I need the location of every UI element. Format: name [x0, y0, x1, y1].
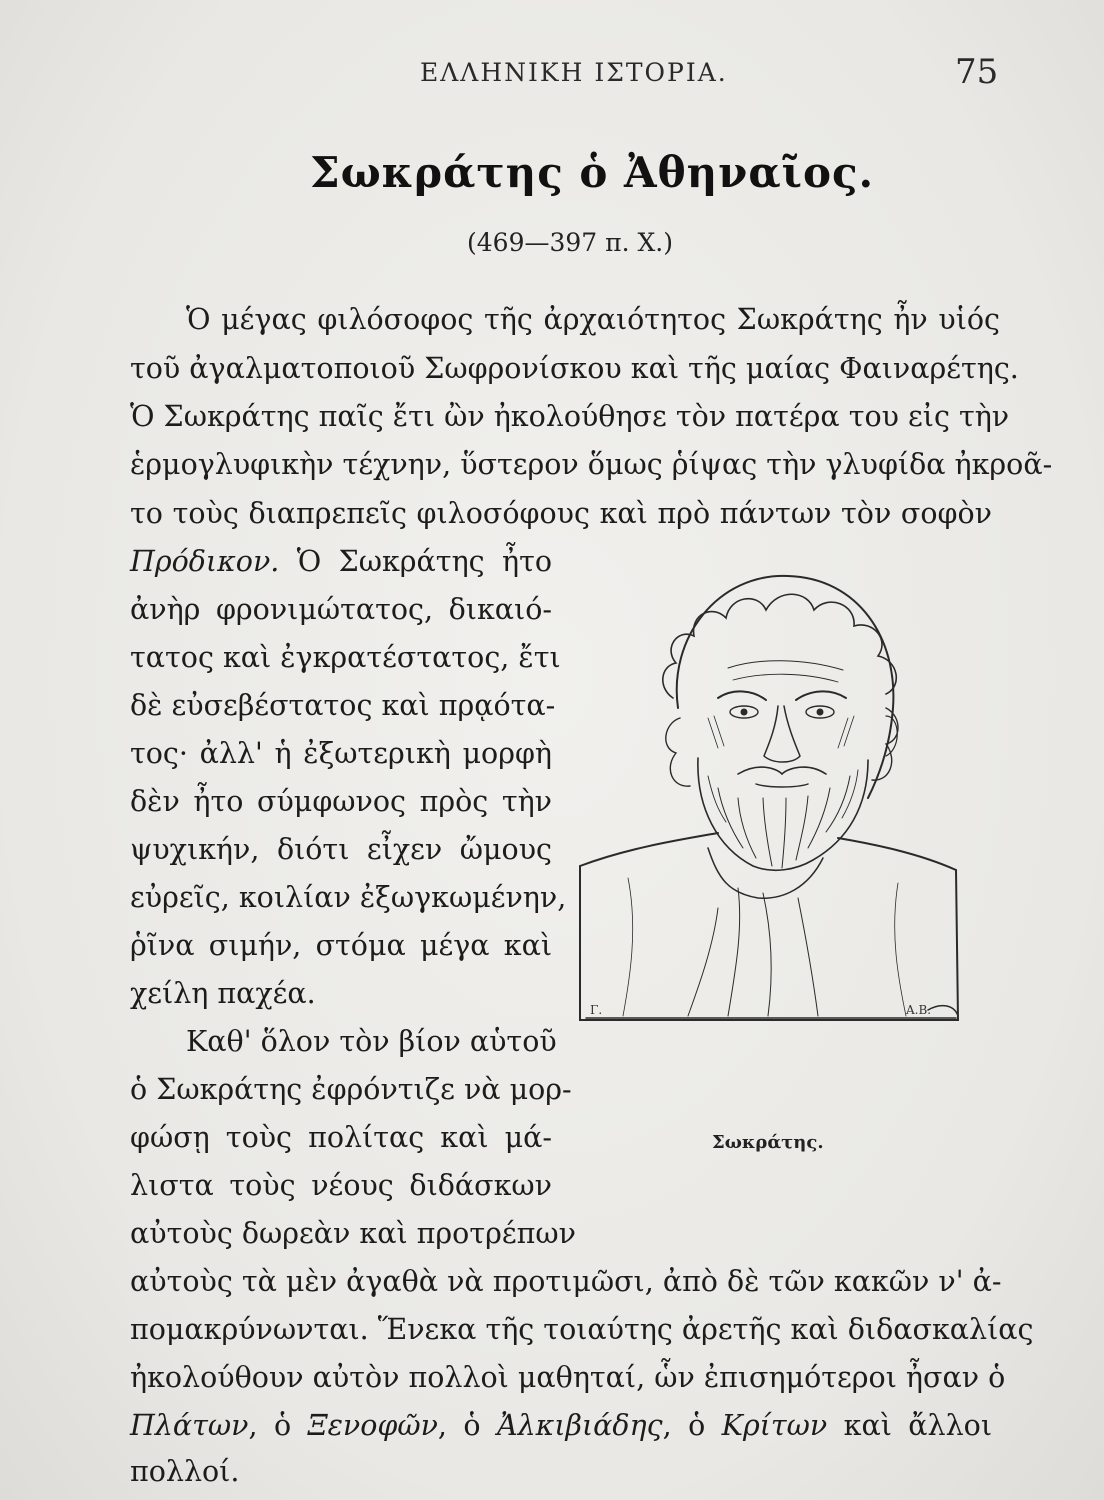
socrates-bust-engraving — [568, 548, 968, 1028]
name-crito: Κρίτων — [721, 1409, 828, 1442]
text-line: αὐτοὺς δωρεὰν καὶ προτρέπων — [130, 1217, 576, 1250]
text-line: εὐρεῖς, κοιλίαν ἐξωγκωμένην, — [130, 881, 567, 914]
text-line: ψυχικήν, διότι εἶχεν ὤμους — [130, 833, 552, 866]
text-line: Καθ' ὅλον τὸν βίον αὑτοῦ — [186, 1025, 557, 1058]
text-line: δὲν ἦτο σύμφωνος πρὸς τὴν — [130, 785, 552, 818]
text-fragment: καὶ ἄλλοι — [827, 1409, 992, 1442]
text-line: πομακρύνωνται. Ἕνεκα τῆς τοιαύτης ἀρετῆς καὶ διδασκαλίας — [130, 1313, 1034, 1346]
text-fragment: Ὁ Σωκράτης ἦτο — [279, 545, 552, 578]
name-xenophon: Ξενοφῶν — [307, 1409, 438, 1442]
name-prodicus: Πρόδικον. — [130, 545, 280, 578]
text-line: ἑρμογλυφικὴν τέχνην, ὕστερον ὅμως ῥίψας τὴν γλυφίδα ἠκροᾶ- — [130, 448, 1053, 481]
page-number: 75 — [955, 52, 999, 92]
text-fragment: , ὁ — [437, 1409, 497, 1442]
text-line: τος· ἀλλ' ἡ ἐξωτερικὴ μορφὴ — [130, 737, 552, 770]
text-line: χείλη παχέα. — [130, 977, 316, 1010]
text-line: ῥῖνα σιμήν, στόμα μέγα καὶ — [130, 929, 552, 962]
name-alcibiades: Ἀλκιβιάδης — [496, 1409, 663, 1442]
text-line: φώσῃ τοὺς πολίτας καὶ μά- — [130, 1121, 552, 1154]
text-fragment: , ὁ — [662, 1409, 722, 1442]
engraver-mark-left: Γ. — [590, 1003, 603, 1017]
text-line: Ὁ Σωκράτης παῖς ἔτι ὢν ἠκολούθησε τὸν πατέρα του εἰς τὴν — [130, 400, 1010, 433]
figure-caption: Σωκράτης. — [712, 1132, 824, 1153]
text-line: λιστα τοὺς νέους διδάσκων — [130, 1169, 552, 1202]
running-title: ΕΛΛΗΝΙΚΗ ΙΣΤΟΡΙΑ. — [420, 58, 728, 87]
chapter-title: Σωκράτης ὁ Ἀθηναῖος. — [310, 148, 875, 197]
text-line — [130, 545, 552, 578]
text-line: ἀνὴρ φρονιμώτατος, δικαιό- — [130, 593, 552, 626]
text-line: δὲ εὐσεβέστατος καὶ πρᾳότα- — [130, 689, 556, 722]
engraver-mark-right: Α.Β. — [906, 1003, 932, 1017]
text-line: ἠκολούθουν αὐτὸν πολλοὶ μαθηταί, ὧν ἐπισημότεροι ἦσαν ὁ — [130, 1361, 1006, 1394]
chapter-dates: (469—397 π. Χ.) — [467, 228, 673, 257]
text-line: αὐτοὺς τὰ μὲν ἀγαθὰ νὰ προτιμῶσι, ἀπὸ δὲ τῶν κακῶν ν' ἀ- — [130, 1265, 1002, 1298]
text-line: το τοὺς διαπρεπεῖς φιλοσόφους καὶ πρὸ πάντων τὸν σοφὸν — [130, 497, 992, 530]
text-line — [130, 1409, 992, 1442]
text-line: Ὁ μέγας φιλόσοφος τῆς ἀρχαιότητος Σωκράτης ἦν υἱός — [186, 303, 1000, 336]
text-line: πολλοί. — [130, 1455, 240, 1488]
text-line: τοῦ ἀγαλματοποιοῦ Σωφρονίσκου καὶ τῆς μαίας Φαιναρέτης. — [130, 352, 1019, 385]
name-plato: Πλάτων — [130, 1409, 249, 1442]
text-fragment: , ὁ — [248, 1409, 308, 1442]
text-line: ὁ Σωκράτης ἐφρόντιζε νὰ μορ- — [130, 1073, 572, 1106]
text-line: τατος καὶ ἐγκρατέστατος, ἔτι — [130, 641, 561, 674]
